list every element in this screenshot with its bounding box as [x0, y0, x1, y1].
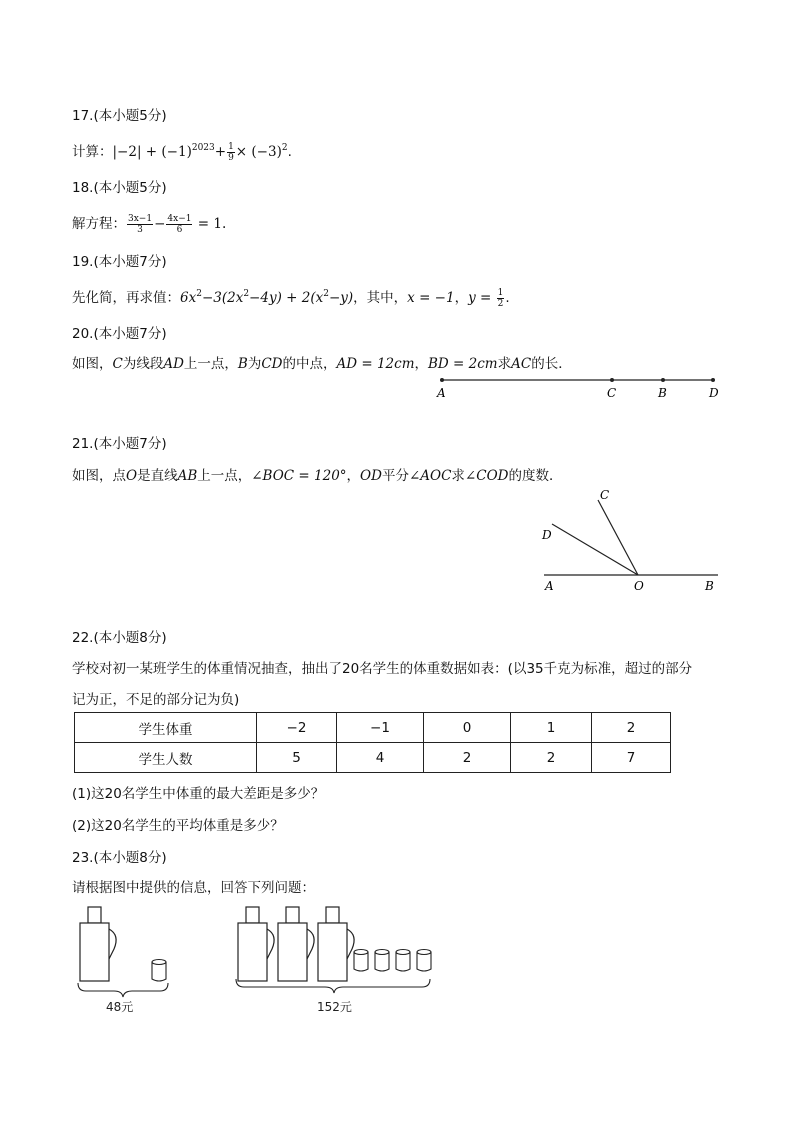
q22-intro-line1: 学校对初一某班学生的体重情况抽查，抽出了20名学生的体重数据如表：(以35千克为标准，超过的部分: [72, 661, 693, 677]
cup-icon: [152, 960, 166, 982]
q19-header: 19.(本小题7分): [72, 254, 167, 270]
table-cell: 0: [424, 713, 511, 743]
thermos-icon: [80, 907, 116, 981]
row-header-weight: 学生体重: [75, 713, 257, 743]
point-d: [711, 378, 715, 382]
q22-subquestion-1: (1)这20名学生中体重的最大差距是多少？: [72, 786, 325, 802]
weight-table: [74, 712, 671, 773]
table-cell: 5: [257, 743, 337, 773]
table-cell: 2: [592, 713, 671, 743]
thermos-icon: [238, 907, 274, 981]
table-cell: −1: [337, 713, 424, 743]
label-d: D: [542, 528, 552, 542]
cup-icon: [396, 950, 410, 972]
q21-problem: 如图，点O是直线AB上一点，∠BOC = 120°，OD平分∠AOC求∠COD的度数．: [72, 468, 563, 484]
cup-icon: [417, 950, 431, 972]
point-c: [610, 378, 614, 382]
q23-intro: 请根据图中提供的信息，回答下列问题：: [72, 880, 315, 896]
q21-header: 21.(本小题7分): [72, 436, 167, 452]
table-cell: 2: [511, 743, 592, 773]
label-c: C: [600, 488, 610, 502]
label-c: C: [607, 386, 617, 400]
thermos-icon: [318, 907, 354, 981]
q22-subquestion-2: (2)这20名学生的平均体重是多少？: [72, 818, 284, 834]
q23-header: 23.(本小题8分): [72, 850, 167, 866]
ray-od: [552, 524, 638, 575]
point-b: [661, 378, 665, 382]
q17-header: 17.(本小题5分): [72, 108, 167, 124]
price-label-1: 48元: [106, 1000, 134, 1014]
label-a: A: [437, 386, 446, 400]
label-o: O: [634, 579, 644, 593]
label-b: B: [705, 579, 714, 593]
thermos-icon: [278, 907, 314, 981]
label-b: B: [658, 386, 667, 400]
segment-diagram: [430, 370, 730, 406]
q17-expression: 计算：$|-2| + (-1)^{2023}+$ $\frac{1}{9}$ × $(-3)^2$.: [72, 141, 292, 163]
q20-header: 20.(本小题7分): [72, 326, 167, 342]
label-d: D: [709, 386, 719, 400]
q22-header: 22.(本小题8分): [72, 630, 167, 646]
cup-icon: [375, 950, 389, 972]
q19-expression: 先化简，再求值：$6x^2-3(2x^2-4y) + 2(x^2-y)$，其中，x = −1，y = $\frac{1}{2}$ .: [72, 287, 510, 309]
table-row: [75, 713, 671, 743]
q20-problem: 如图，C为线段AD上一点，B为CD的中点，AD = 12cm，BD = 2cm求AC的长．: [72, 356, 572, 372]
table-cell: 7: [592, 743, 671, 773]
point-a: [440, 378, 444, 382]
q22-intro-line2: 记为正，不足的部分记为负): [72, 692, 240, 708]
table-cell: −2: [257, 713, 337, 743]
table-row: [75, 743, 671, 773]
left-brace: [78, 983, 168, 997]
table-cell: 4: [337, 743, 424, 773]
q18-header: 18.(本小题5分): [72, 180, 167, 196]
row-header-count: 学生人数: [75, 743, 257, 773]
table-cell: 1: [511, 713, 592, 743]
table-cell: 2: [424, 743, 511, 773]
price-label-2: 152元: [317, 1000, 352, 1014]
label-a: A: [545, 579, 554, 593]
cup-icon: [354, 950, 368, 972]
angle-diagram: [530, 482, 730, 597]
q18-equation: 解方程： $\frac{3x-1}{3}$ − $\frac{4x-1}{6}$ = 1.: [72, 213, 227, 235]
thermos-cups-diagram: [70, 905, 450, 1020]
